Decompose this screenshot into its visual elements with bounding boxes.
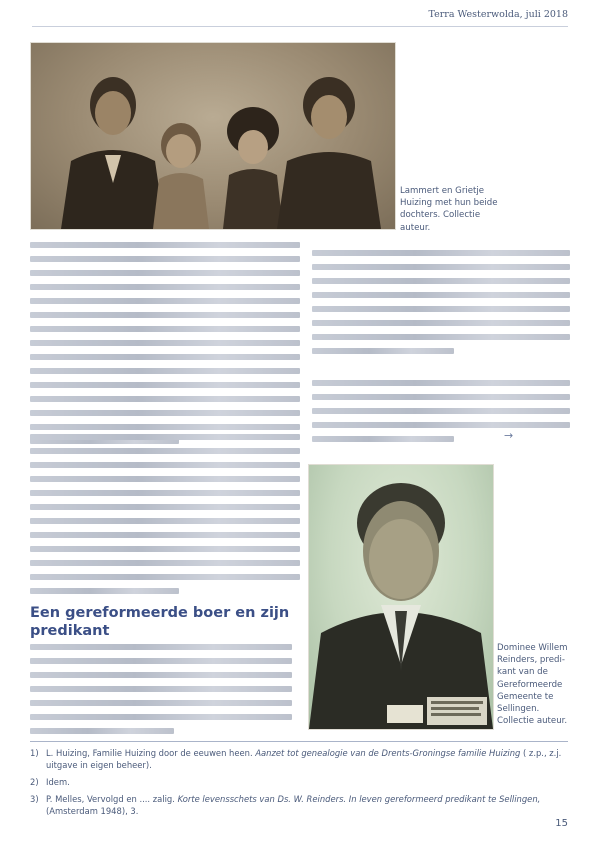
footnote-number: 1) [30,748,39,758]
text-line [312,436,454,442]
text-line [30,256,300,262]
footnote-text [46,747,570,771]
footnote-1 [30,747,570,771]
right-column-text-lower [312,380,570,450]
text-line [30,298,300,304]
footnote-2 [30,776,570,788]
text-line [312,306,570,312]
footnote-3 [30,793,570,817]
text-line [30,382,300,388]
footnote-text: Idem. [46,777,70,787]
text-line [30,462,300,468]
left-column-text-lower [30,434,300,602]
text-line [312,380,570,386]
text-line [30,518,300,524]
footnote-plain: L. Huizing, Familie Huizing door de eeuwen heen. [46,748,256,758]
text-line [30,284,300,290]
section-body-text [30,644,292,742]
text-line [312,408,570,414]
footnote-text [46,793,570,817]
right-column-text-upper [312,250,570,362]
minister-photo-caption: Dominee Willem Reinders, predikant van de Gereformeerde Gemeente te Sellingen. Collectie auteur. [497,643,568,727]
text-line [312,250,570,256]
footnotes [30,747,570,822]
text-line [30,686,292,692]
minister-photo [308,464,494,730]
text-line [30,424,300,430]
text-line [30,714,292,720]
family-photo-drawing [31,43,395,229]
text-line [30,434,300,440]
running-title: Terra Westerwolda, juli 2018 [428,9,568,20]
text-line [30,326,300,332]
text-line [30,504,300,510]
text-line [312,320,570,326]
text-line [30,242,300,248]
text-line [312,278,570,284]
text-line [30,574,300,580]
page-number: 15 [555,818,568,829]
footnote-italic: Aanzet tot genealogie van de Drents-Groningse familie Huizing [255,748,521,758]
text-line [30,546,300,552]
text-line [30,476,300,482]
footnote-rule [30,741,568,742]
text-line [312,348,454,354]
footnote-number: 3) [30,794,39,804]
text-line [312,264,570,270]
left-column-text-upper [30,242,300,452]
text-line [30,644,292,650]
text-line [30,532,300,538]
text-line [30,448,300,454]
text-line [30,700,292,706]
text-line [30,490,300,496]
text-line [30,410,300,416]
text-line [312,394,570,400]
text-line [312,334,570,340]
footnote-number: 2) [30,777,39,787]
text-line [312,292,570,298]
text-line [30,368,300,374]
continue-arrow: → [504,429,514,442]
text-line [30,270,300,276]
minister-photo-drawing [309,465,493,729]
text-line [312,422,570,428]
footnote-rest: (Amsterdam 1948), 3. [46,806,139,816]
section-heading: Een gereformeerde boer en zijn predikant [30,605,290,639]
text-line [30,396,300,402]
text-line [30,728,174,734]
text-line [30,560,300,566]
family-photo-caption: Lammert en Grietje Huizing met hun beide dochters. Collectie auteur. [400,186,498,233]
text-line [30,588,179,594]
text-line [30,312,300,318]
text-line [30,672,292,678]
footnote-italic: Korte levensschets van Ds. W. Reinders. In leven gereformeerd predikant te Sellingen, [177,794,541,804]
text-line [30,340,300,346]
text-line [30,354,300,360]
text-line [30,658,292,664]
header-rule [32,26,568,27]
footnote-rest: ( z.p., z.j. uitgave in eigen beheer). [46,748,562,770]
footnote-plain: P. Melles, Vervolgd en .... zalig. [46,794,178,804]
family-photo [30,42,396,230]
